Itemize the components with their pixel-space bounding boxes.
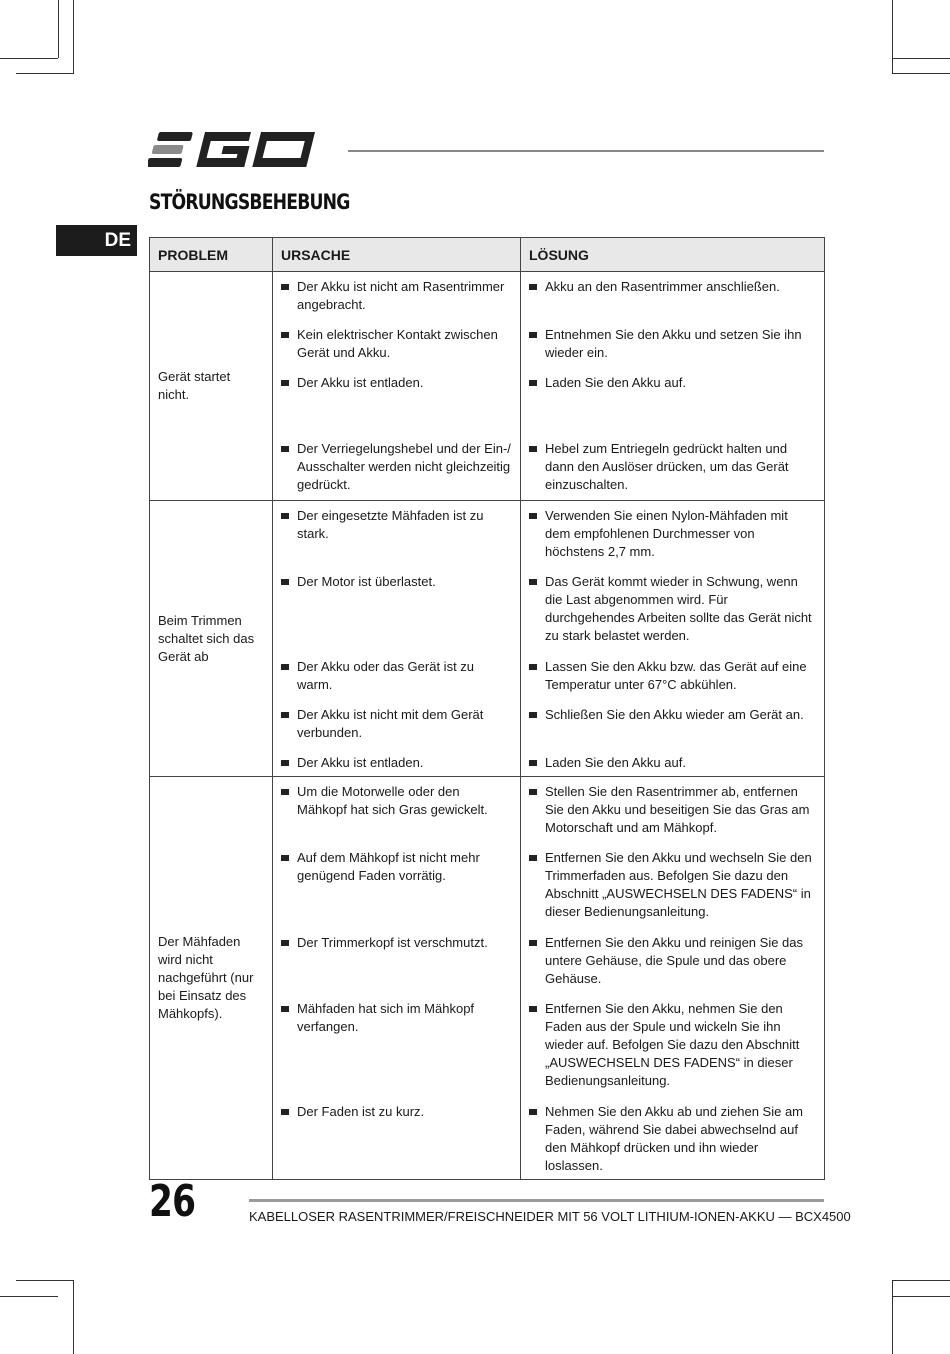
crop-mark — [0, 58, 58, 59]
solution-text: Laden Sie den Akku auf. — [545, 755, 686, 770]
list-item — [281, 326, 512, 374]
solution-text: Das Gerät kommt wieder in Schwung, wenn die Last abgenommen wird. Für durchgehendes Arbeiten sollte das Gerät nicht zu stark belastet werden. — [545, 574, 812, 643]
cause-text: Der Akku ist nicht am Rasentrimmer angebracht. — [297, 279, 505, 312]
list-item — [281, 440, 512, 494]
bullet-icon — [529, 940, 537, 946]
bullet-icon — [529, 760, 537, 766]
list-item — [281, 849, 512, 934]
crop-mark — [16, 73, 74, 74]
crop-mark — [0, 1296, 58, 1297]
table-row — [150, 272, 825, 501]
bullet-icon — [281, 332, 289, 338]
table-row — [150, 501, 825, 777]
section-title: STÖRUNGSBEHEBUNG — [149, 190, 350, 214]
solution-cell — [521, 272, 825, 501]
bullet-icon — [281, 712, 289, 718]
list-item — [529, 1000, 816, 1103]
bullet-icon — [281, 446, 289, 452]
bullet-icon — [281, 1006, 289, 1012]
cause-text: Auf dem Mähkopf ist nicht mehr genügend Faden vorrätig. — [297, 850, 480, 883]
bullet-icon — [281, 760, 289, 766]
solution-text: Entfernen Sie den Akku und reinigen Sie das untere Gehäuse, die Spule und das obere Gehäuse. — [545, 935, 804, 986]
bullet-icon — [529, 1006, 537, 1012]
footer-rule — [249, 1199, 824, 1202]
cause-cell — [273, 777, 521, 1180]
list-item — [529, 849, 816, 934]
cause-text: Mähfaden hat sich im Mähkopf verfangen. — [297, 1001, 475, 1034]
cause-cell — [273, 272, 521, 501]
crop-mark — [892, 1280, 893, 1354]
bullet-icon — [281, 664, 289, 670]
solution-cell — [521, 501, 825, 777]
solution-text: Entfernen Sie den Akku, nehmen Sie den Faden aus der Spule und wickeln Sie ihn wieder auf. Befolgen Sie dazu den Abschnitt „AUSWECHSELN DES FADENS“ in dieser Bedienungsanleitung. — [545, 1001, 800, 1088]
list-item — [529, 783, 816, 849]
bullet-icon — [529, 664, 537, 670]
list-item — [281, 754, 512, 772]
solution-text: Laden Sie den Akku auf. — [545, 375, 686, 390]
cause-text: Der Motor ist überlastet. — [297, 574, 436, 589]
crop-mark — [73, 0, 74, 74]
list-item — [281, 1000, 512, 1103]
bullet-icon — [529, 380, 537, 386]
crop-mark — [58, 0, 59, 58]
list-item — [281, 783, 512, 849]
troubleshooting-table — [149, 237, 825, 1180]
bullet-icon — [281, 513, 289, 519]
header-cause: URSACHE — [273, 238, 521, 272]
ego-logo — [148, 128, 332, 172]
cause-text: Kein elektrischer Kontakt zwischen Gerät und Akku. — [297, 327, 498, 360]
list-item — [281, 573, 512, 658]
crop-mark — [892, 0, 893, 74]
bullet-icon — [529, 1109, 537, 1115]
list-item — [529, 658, 816, 706]
list-item — [281, 934, 512, 1000]
list-item — [281, 706, 512, 754]
footer-text: KABELLOSER RASENTRIMMER/FREISCHNEIDER MIT 56 VOLT LITHIUM-IONEN-AKKU — BCX4500 — [249, 1209, 851, 1224]
bullet-icon — [281, 1109, 289, 1115]
bullet-icon — [529, 855, 537, 861]
bullet-icon — [529, 332, 537, 338]
list-item — [529, 1103, 816, 1175]
crop-mark — [892, 58, 950, 59]
solution-text: Verwenden Sie einen Nylon-Mähfaden mit dem empfohlenen Durchmesser von höchstens 2,7 mm. — [545, 508, 788, 559]
bullet-icon — [281, 380, 289, 386]
cause-text: Der Trimmerkopf ist verschmutzt. — [297, 935, 488, 950]
solution-text: Lassen Sie den Akku bzw. das Gerät auf eine Temperatur unter 67°C abkühlen. — [545, 659, 807, 692]
list-item — [281, 658, 512, 706]
list-item — [529, 573, 816, 658]
bullet-icon — [529, 579, 537, 585]
crop-mark — [73, 1280, 74, 1354]
bullet-icon — [529, 513, 537, 519]
bullet-icon — [529, 446, 537, 452]
list-item — [529, 754, 816, 772]
header-rule — [348, 150, 824, 152]
list-item — [529, 440, 816, 494]
bullet-icon — [281, 940, 289, 946]
crop-mark — [892, 1280, 950, 1281]
solution-text: Nehmen Sie den Akku ab und ziehen Sie am Faden, während Sie dabei abwechselnd auf den Mähkopf drücken und ihn wieder loslassen. — [545, 1104, 804, 1173]
list-item — [529, 374, 816, 440]
cause-text: Der Akku ist nicht mit dem Gerät verbunden. — [297, 707, 484, 740]
solution-text: Entfernen Sie den Akku und wechseln Sie den Trimmerfaden aus. Befolgen Sie dazu den Abschnitt „AUSWECHSELN DES FADENS“ in dieser Bedienungsanleitung. — [545, 850, 812, 919]
crop-mark — [16, 1280, 74, 1281]
bullet-icon — [529, 712, 537, 718]
bullet-icon — [281, 789, 289, 795]
table-header-row — [150, 238, 825, 272]
list-item — [281, 507, 512, 573]
header-solution: LÖSUNG — [521, 238, 825, 272]
cause-text: Der Akku ist entladen. — [297, 755, 424, 770]
list-item — [529, 934, 816, 1000]
list-item — [281, 1103, 512, 1121]
list-item — [281, 278, 512, 326]
cause-text: Der Akku oder das Gerät ist zu warm. — [297, 659, 475, 692]
solution-text: Schließen Sie den Akku wieder am Gerät an. — [545, 707, 804, 722]
solution-text: Hebel zum Entriegeln gedrückt halten und dann den Auslöser drücken, um das Gerät einzuschalten. — [545, 441, 789, 492]
language-tab — [56, 225, 137, 256]
cause-text: Der Akku ist entladen. — [297, 375, 424, 390]
cause-text: Der Verriegelungshebel und der Ein-/ Ausschalter werden nicht gleichzeitig gedrückt. — [297, 441, 511, 492]
header-problem: PROBLEM — [150, 238, 273, 272]
bullet-icon — [281, 284, 289, 290]
crop-mark — [892, 73, 950, 74]
list-item — [529, 706, 816, 754]
bullet-icon — [529, 789, 537, 795]
bullet-icon — [281, 579, 289, 585]
list-item — [529, 507, 816, 573]
cause-cell — [273, 501, 521, 777]
problem-cell: Beim Trimmen schaltet sich das Gerät ab — [150, 501, 273, 777]
language-tab-label: DE — [104, 229, 131, 251]
solution-text: Entnehmen Sie den Akku und setzen Sie ihn wieder ein. — [545, 327, 802, 360]
bullet-icon — [281, 855, 289, 861]
list-item — [529, 326, 816, 374]
crop-mark — [892, 1296, 950, 1297]
problem-cell: Gerät startet nicht. — [150, 272, 273, 501]
list-item — [529, 278, 816, 326]
solution-text: Stellen Sie den Rasentrimmer ab, entfernen Sie den Akku und beseitigen Sie das Gras am Motorschaft und am Mähkopf. — [545, 784, 810, 835]
list-item — [281, 374, 512, 440]
solution-cell — [521, 777, 825, 1180]
cause-text: Der eingesetzte Mähfaden ist zu stark. — [297, 508, 484, 541]
page-number: 26 — [149, 1176, 196, 1227]
cause-text: Um die Motorwelle oder den Mähkopf hat sich Gras gewickelt. — [297, 784, 488, 817]
cause-text: Der Faden ist zu kurz. — [297, 1104, 425, 1119]
table-row — [150, 777, 825, 1180]
problem-cell: Der Mähfaden wird nicht nachgeführt (nur bei Einsatz des Mähkopfs). — [150, 777, 273, 1180]
solution-text: Akku an den Rasentrimmer anschließen. — [545, 279, 780, 294]
bullet-icon — [529, 284, 537, 290]
